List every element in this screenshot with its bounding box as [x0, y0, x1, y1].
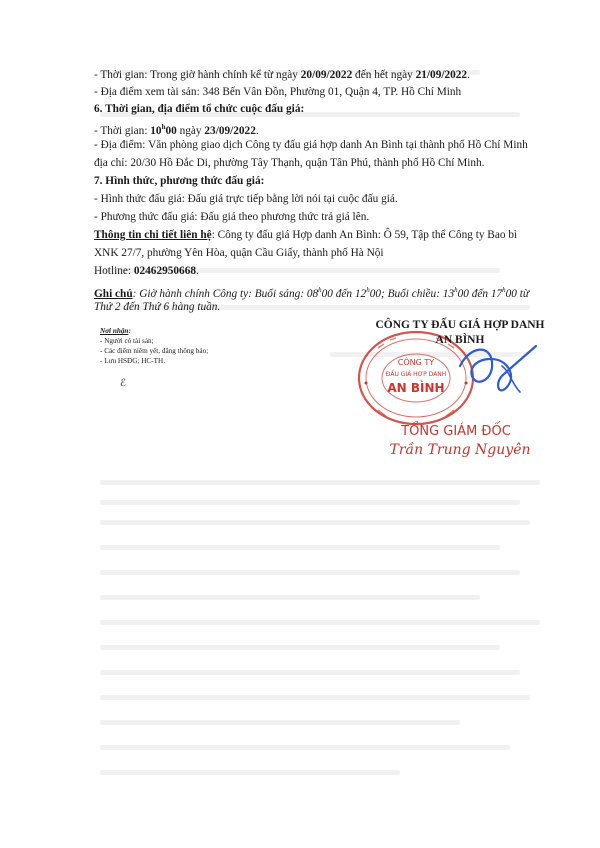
- auction-location-line: - Địa điểm: Văn phòng giao dịch Công ty đấu giá hợp danh An Bình tại thành phố Hồ Chí Minh: [94, 139, 528, 151]
- viewing-location-line: - Địa điểm xem tài sản: 348 Bến Vân Đồn, Phường 01, Quận 4, TP. Hồ Chí Minh: [94, 86, 462, 98]
- recipient-item: - Người có tài sản;: [100, 337, 154, 345]
- auction-form-line: - Hình thức đấu giá: Đấu giá trực tiếp bằng lời nói tại cuộc đấu giá.: [94, 193, 398, 205]
- section-7-heading: 7. Hình thức, phương thức đấu giá:: [94, 175, 265, 187]
- svg-text:ĐẤU GIÁ HỢP DANH: ĐẤU GIÁ HỢP DANH: [385, 371, 447, 378]
- contact-address-line: XNK 27/7, phường Yên Hòa, quận Cầu Giấy, thành phố Hà Nội: [94, 247, 384, 259]
- auction-time-line: - Thời gian: 10$^h$00 ngày 23/09/2022.: [94, 123, 259, 137]
- signature-block: [300, 318, 580, 468]
- note-line-2: Thứ 2 đến Thứ 6 hàng tuần.: [94, 301, 221, 313]
- note-line: Ghi chú: Giờ hành chính Công ty: Buổi sáng: 08$^h$00 đến 12$^h$00; Buổi chiều: 13$^h$00 đến 17$^h$00 từ: [94, 286, 530, 300]
- recipient-item: - Lưu HSĐG; HC-TH.: [100, 357, 165, 365]
- contact-line: Thông tin chi tiết liên hệ: Công ty đấu giá Hợp danh An Bình: Ô 59, Tập thể Công ty Bao bì: [94, 229, 518, 241]
- viewing-time-line: - Thời gian: Trong giờ hành chính kể từ ngày 20/09/2022 đến hết ngày 21/09/2022.: [94, 69, 470, 81]
- recipients-title: Nơi nhận: [100, 327, 129, 335]
- recipients-block: Nơi nhận: - Người có tài sản; - Các điểm niêm yết, đăng thông báo; - Lưu HSĐG; HC-TH.: [100, 327, 209, 365]
- signature-stroke-icon: [440, 326, 550, 416]
- svg-text:AN BÌNH: AN BÌNH: [387, 381, 445, 395]
- recipient-item: - Các điểm niêm yết, đăng thông báo;: [100, 347, 209, 355]
- auction-method-line: - Phương thức đấu giá: Đấu giá theo phương thức trả giá lên.: [94, 211, 370, 223]
- section-6-heading: 6. Thời gian, địa điểm tổ chức cuộc đấu giá:: [94, 103, 305, 115]
- initial-mark: ℰ: [120, 378, 127, 389]
- signer-name: Trần Trung Nguyên: [389, 442, 531, 458]
- signer-role: TỔNG GIÁM ĐỐC: [401, 424, 511, 439]
- hotline-line: Hotline: 02462950668.: [94, 265, 199, 277]
- auction-address-line: địa chỉ: 20/30 Hồ Đắc Di, phường Tây Thạnh, quận Tân Phú, thành phố Hồ Chí Minh.: [94, 157, 485, 169]
- company-name: CÔNG TY ĐẤU GIÁ HỢP DANH AN BÌNH: [375, 319, 545, 346]
- svg-text:CÔNG TY: CÔNG TY: [397, 358, 435, 367]
